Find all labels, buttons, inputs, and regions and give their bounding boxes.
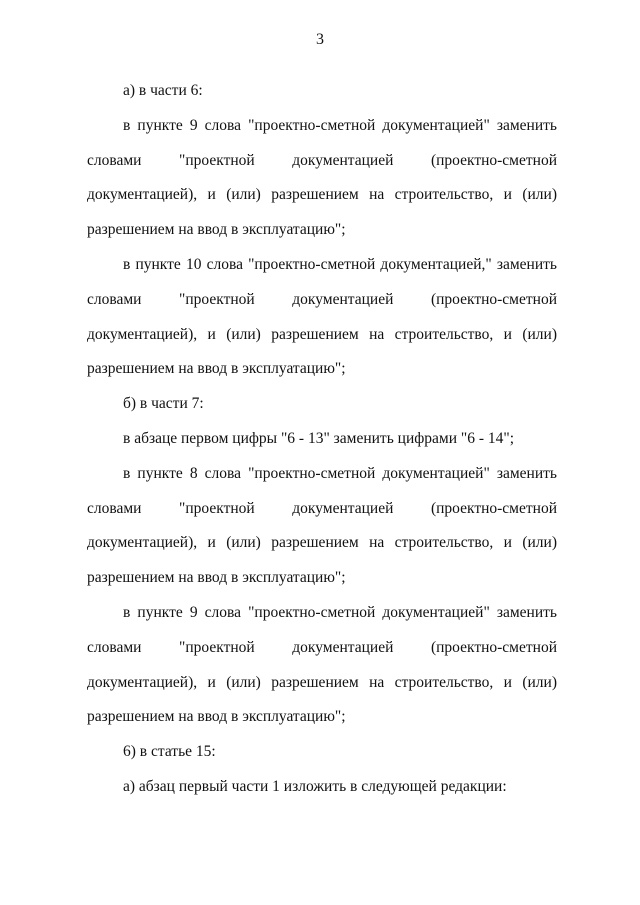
- page-number: 3: [316, 31, 324, 48]
- paragraph-point9-part7: в пункте 9 слова "проектно-сметной документацией" заменить словами "проектной документацией (проектно-сметной документацией), и (или) разрешением на строительство, и (или) разрешением на ввод в эксплуатацию";: [87, 603, 557, 726]
- paragraph-article15-part1: а) абзац первый части 1 изложить в следующей редакции:: [123, 777, 507, 795]
- paragraph-part7-heading: б) в части 7:: [123, 395, 204, 413]
- paragraph-point8-part7: в пункте 8 слова "проектно-сметной документацией" заменить словами "проектной документацией (проектно-сметной документацией), и (или) разрешением на строительство, и (или) разрешением на ввод в эксплуатацию";: [87, 464, 557, 587]
- paragraph-article15-heading: 6) в статье 15:: [123, 743, 216, 761]
- paragraph-first-abzac-part7: в абзаце первом цифры "6 - 13" заменить цифрами "6 - 14";: [123, 429, 515, 447]
- document-body: [87, 74, 557, 805]
- paragraph-point9-part6: в пункте 9 слова "проектно-сметной документацией" заменить словами "проектной документацией (проектно-сметной документацией), и (или) разрешением на строительство, и (или) разрешением на ввод в эксплуатацию";: [87, 116, 557, 239]
- paragraph-point10-part6: в пункте 10 слова "проектно-сметной документацией," заменить словами "проектной документацией (проектно-сметной документацией), и (или) разрешением на строительство, и (или) разрешением на ввод в эксплуатацию";: [87, 255, 557, 378]
- paragraph-part6-heading: а) в части 6:: [123, 82, 203, 99]
